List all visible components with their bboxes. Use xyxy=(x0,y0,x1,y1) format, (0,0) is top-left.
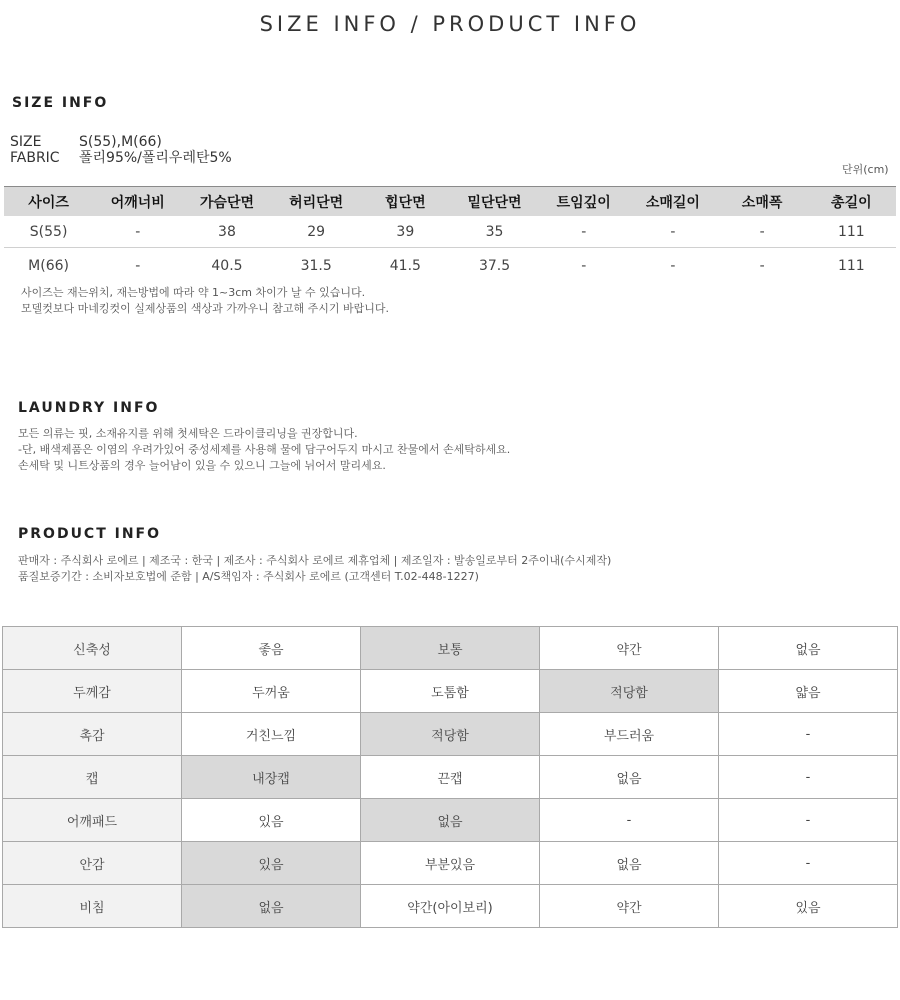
property-option: 부분있음 xyxy=(361,842,540,885)
property-option: 약간 xyxy=(540,627,719,670)
size-col-header: 어깨너비 xyxy=(93,187,182,217)
size-cell: S(55) xyxy=(4,216,93,248)
size-table xyxy=(4,186,896,281)
size-spec-row xyxy=(10,134,162,150)
size-cell: 111 xyxy=(837,258,865,274)
property-row xyxy=(3,799,898,842)
size-note-line: 모델컷보다 마네킹컷이 실제상품의 색상과 가까우니 참고해 주시기 바랍니다. xyxy=(21,302,390,315)
size-col-header: 힙단면 xyxy=(361,187,450,217)
size-cell: 38 xyxy=(182,216,271,248)
property-option: 끈캡 xyxy=(361,756,540,799)
property-option: 약간 xyxy=(540,885,719,928)
size-label: SIZE xyxy=(10,134,42,150)
size-info-heading: SIZE INFO xyxy=(12,95,109,111)
size-cell: 29 xyxy=(272,216,361,248)
property-option: 좋음 xyxy=(182,627,361,670)
size-notes xyxy=(21,285,389,317)
table-row xyxy=(4,216,896,248)
property-option-selected: 없음 xyxy=(361,799,540,842)
laundry-line: 모든 의류는 핏, 소재유지를 위해 첫세탁은 드라이클리닝을 권장합니다. xyxy=(18,427,358,440)
size-cell: 31.5 xyxy=(300,258,332,274)
size-cell: 41.5 xyxy=(389,258,421,274)
property-label: 어깨패드 xyxy=(3,799,182,842)
laundry-line: -단, 배색제품은 이염의 우려가있어 중성세제를 사용해 물에 담구어두지 마시고 찬물에서 손세탁하세요. xyxy=(18,443,511,456)
size-col-header: 가슴단면 xyxy=(182,187,271,217)
property-row xyxy=(3,713,898,756)
size-cell: M(66) xyxy=(28,258,69,274)
size-cell: - xyxy=(628,216,717,248)
product-info-heading: PRODUCT INFO xyxy=(18,526,162,542)
property-option: 약간(아이보리) xyxy=(361,885,540,928)
size-cell: - xyxy=(718,216,807,248)
property-label: 촉감 xyxy=(3,713,182,756)
size-cell: - xyxy=(539,216,628,248)
size-cell: 40.5 xyxy=(211,258,243,274)
property-label: 신축성 xyxy=(3,627,182,670)
property-option: 두꺼움 xyxy=(182,670,361,713)
property-option-selected: 적당함 xyxy=(361,713,540,756)
property-option: - xyxy=(540,799,719,842)
size-table-header xyxy=(4,187,896,217)
property-label: 두께감 xyxy=(3,670,182,713)
size-cell: - xyxy=(93,216,182,248)
property-option: - xyxy=(719,842,898,885)
property-option: 없음 xyxy=(540,756,719,799)
size-cell: 35 xyxy=(450,216,539,248)
property-option: 도톰함 xyxy=(361,670,540,713)
property-row xyxy=(3,842,898,885)
property-option: - xyxy=(719,713,898,756)
property-option-selected: 보통 xyxy=(361,627,540,670)
size-col-header: 밑단단면 xyxy=(450,187,539,217)
property-option: - xyxy=(719,799,898,842)
property-option: 있음 xyxy=(719,885,898,928)
product-line: 판매자 : 주식회사 로에르 | 제조국 : 한국 | 제조사 : 주식회사 로에르 제휴업체 | 제조일자 : 발송일로부터 2주이내(수시제작) xyxy=(18,554,612,567)
size-cell: - xyxy=(759,258,765,274)
property-option: - xyxy=(719,756,898,799)
size-col-header: 총길이 xyxy=(807,187,896,217)
size-cell: - xyxy=(581,258,587,274)
page-title: SIZE INFO / PRODUCT INFO xyxy=(259,12,641,36)
property-label: 캡 xyxy=(3,756,182,799)
fabric-label: FABRIC xyxy=(10,150,60,166)
property-option-selected: 내장캡 xyxy=(182,756,361,799)
size-note-line: 사이즈는 재는위치, 재는방법에 따라 약 1~3cm 차이가 날 수 있습니다. xyxy=(21,286,366,299)
size-col-header: 소매길이 xyxy=(628,187,717,217)
laundry-info-heading: LAUNDRY INFO xyxy=(18,400,160,416)
size-col-header: 사이즈 xyxy=(4,187,93,217)
size-cell: - xyxy=(135,258,141,274)
size-value: S(55),M(66) xyxy=(79,134,162,150)
size-col-header: 소매폭 xyxy=(718,187,807,217)
property-label: 안감 xyxy=(3,842,182,885)
fabric-value: 폴리95%/폴리우레탄5% xyxy=(79,150,232,166)
property-option: 거친느낌 xyxy=(182,713,361,756)
laundry-line: 손세탁 및 니트상품의 경우 늘어남이 있을 수 있으니 그늘에 뉘어서 말리세요. xyxy=(18,459,386,472)
property-option-selected: 있음 xyxy=(182,842,361,885)
size-cell: 39 xyxy=(361,216,450,248)
property-row xyxy=(3,756,898,799)
property-label: 비침 xyxy=(3,885,182,928)
property-row xyxy=(3,885,898,928)
unit-label: 단위(cm) xyxy=(842,163,889,176)
laundry-notes xyxy=(18,426,510,474)
table-row xyxy=(4,248,896,282)
property-option-selected: 적당함 xyxy=(540,670,719,713)
property-grid xyxy=(2,626,898,928)
property-row xyxy=(3,670,898,713)
size-cell: - xyxy=(670,258,676,274)
property-row xyxy=(3,627,898,670)
size-cell: 37.5 xyxy=(478,258,511,274)
property-option: 있음 xyxy=(182,799,361,842)
property-option: 얇음 xyxy=(719,670,898,713)
product-notes xyxy=(18,553,611,585)
fabric-spec-row xyxy=(10,150,232,166)
size-col-header: 트임깊이 xyxy=(539,187,628,217)
property-option: 없음 xyxy=(540,842,719,885)
property-option-selected: 없음 xyxy=(182,885,361,928)
size-cell: 111 xyxy=(807,216,896,248)
property-option: 부드러움 xyxy=(540,713,719,756)
size-col-header: 허리단면 xyxy=(272,187,361,217)
product-line: 품질보증기간 : 소비자보호법에 준함 | A/S책임자 : 주식회사 로에르 (고객센터 T.02-448-1227) xyxy=(18,570,479,583)
property-option: 없음 xyxy=(719,627,898,670)
